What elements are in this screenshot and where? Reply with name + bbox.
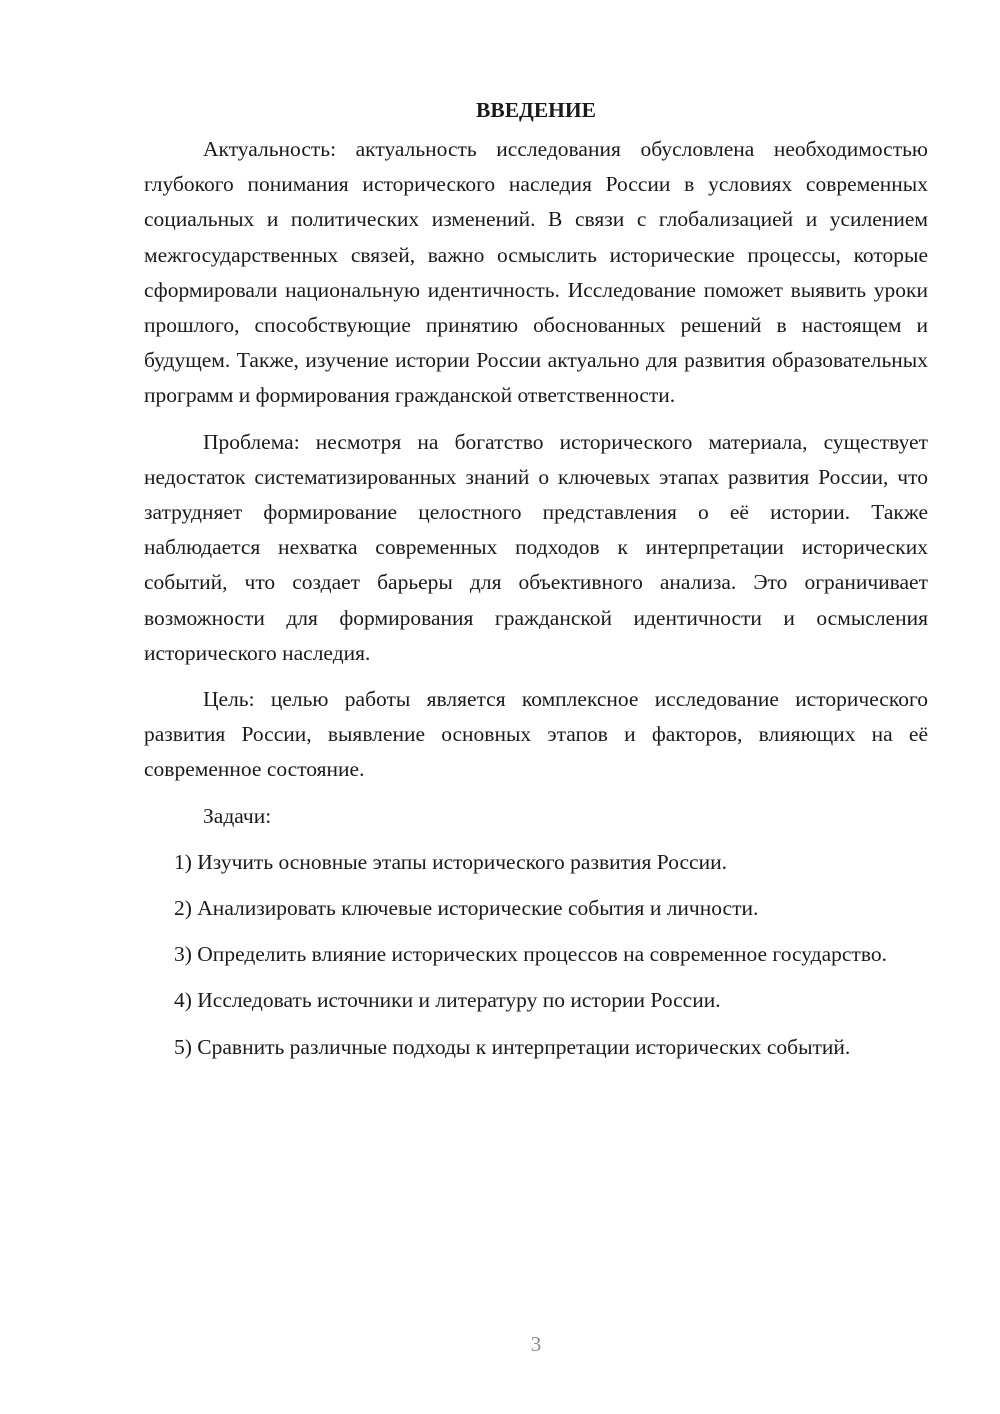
task-item-3: 3) Определить влияние исторических процессов на современное государство. xyxy=(174,942,887,967)
task-item-1: 1) Изучить основные этапы исторического развития России. xyxy=(174,849,727,874)
paragraph-relevance: Актуальность: актуальность исследования обусловлена необходимостью глубокого понимания исторического наследия России в условиях современных социальных и политических изменений. В связи с глобализацией и усилением межгосударственных связей, важно осмыслить исторические процессы, которые сформировали национальную идентичность. Исследование поможет выявить уроки прошлого, способствующие принятию обоснованных решений в настоящем и будущем. Также, изучение истории России актуально для развития образовательных программ и формирования гражданской ответственности. xyxy=(144,137,928,408)
page-number: 3 xyxy=(530,1332,542,1356)
document-page xyxy=(144,92,928,1076)
task-item-4: 4) Исследовать источники и литературу по истории России. xyxy=(174,988,721,1013)
paragraph-goal: Цель: целью работы является комплексное исследование исторического развития России, выявление основных этапов и факторов, влияющих на её современное состояние. xyxy=(144,687,928,782)
task-item-2: 2) Анализировать ключевые исторические события и личности. xyxy=(174,896,759,921)
paragraph-problem: Проблема: несмотря на богатство исторического материала, существует недостаток систематизированных знаний о ключевых этапах развития России, что затрудняет формирование целостного представления о её истории. Также наблюдается нехватка современных подходов к интерпретации исторических событий, что создает барьеры для объективного анализа. Это ограничивает возможности для формирования гражданской идентичности и осмысления исторического наследия. xyxy=(144,429,928,665)
task-item-5: 5) Сравнить различные подходы к интерпретации исторических событий. xyxy=(174,1034,851,1059)
tasks-heading: Задачи: xyxy=(203,803,272,828)
page-title: ВВЕДЕНИЕ xyxy=(476,98,596,122)
